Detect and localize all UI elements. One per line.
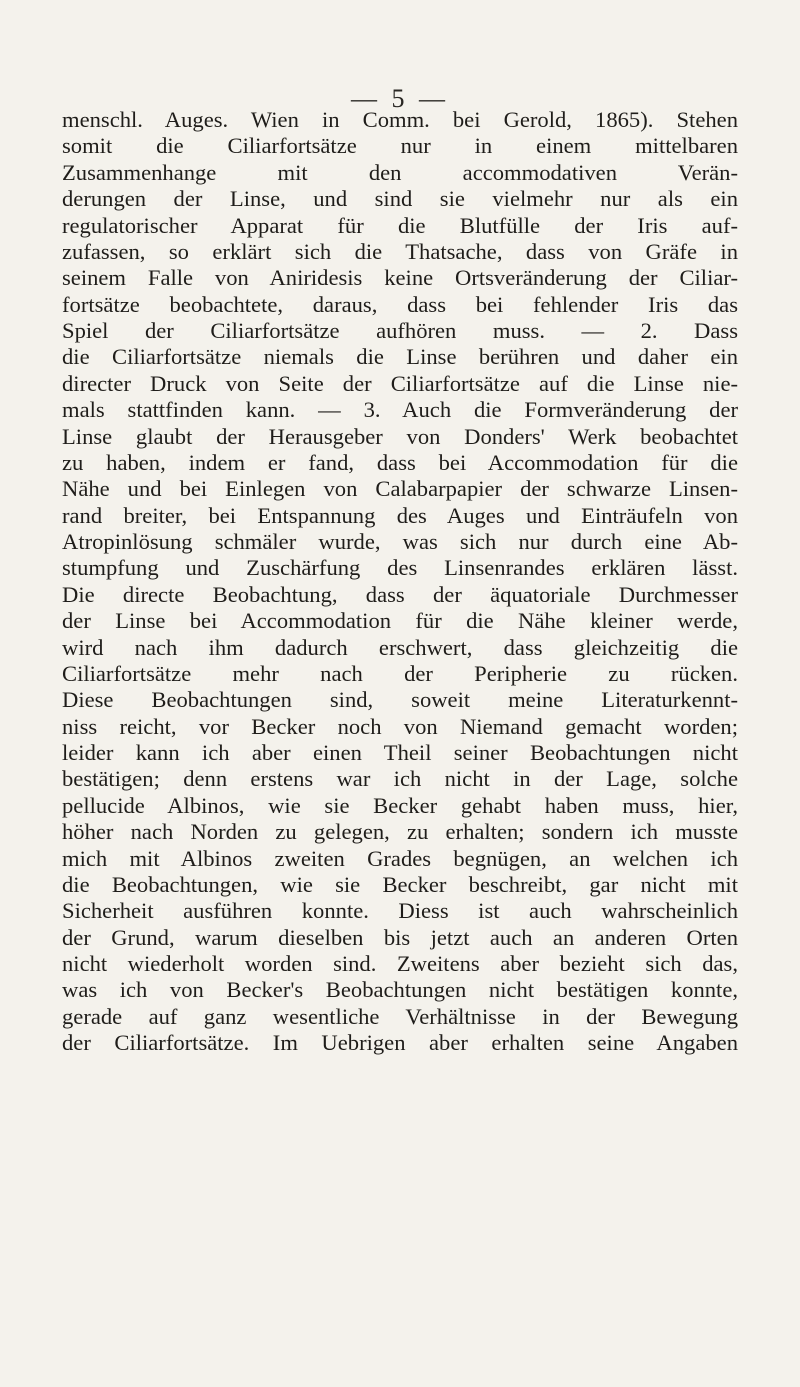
text-line: gerade auf ganz wesentliche Verhältnisse in der Bewegung [62, 1003, 738, 1029]
text-line: mich mit Albinos zweiten Grades begnügen, an welchen ich [62, 845, 738, 871]
text-line: regulatorischer Apparat für die Blutfülle der Iris auf- [62, 212, 738, 238]
text-line: stumpfung und Zuschärfung des Linsenrandes erklären lässt. [62, 555, 738, 581]
text-line: was ich von Becker's Beobachtungen nicht bestätigen konnte, [62, 977, 738, 1003]
text-line: die Beobachtungen, wie sie Becker beschreibt, gar nicht mit [62, 871, 738, 897]
text-line: seinem Falle von Aniridesis keine Ortsveränderung der Ciliar- [62, 265, 738, 291]
text-line: Diese Beobachtungen sind, soweit meine Literaturkennt- [62, 687, 738, 713]
text-line: höher nach Norden zu gelegen, zu erhalten; sondern ich musste [62, 819, 738, 845]
text-line: zu haben, indem er fand, dass bei Accommodation für die [62, 449, 738, 475]
text-line: pellucide Albinos, wie sie Becker gehabt haben muss, hier, [62, 792, 738, 818]
text-line: Ciliarfortsätze mehr nach der Peripherie zu rücken. [62, 660, 738, 686]
text-line: leider kann ich aber einen Theil seiner Beobachtungen nicht [62, 740, 738, 765]
text-line: bestätigen; denn erstens war ich nicht in der Lage, solche [62, 766, 738, 792]
text-line: zufassen, so erklärt sich die Thatsache, dass von Gräfe in [62, 238, 738, 264]
body-text [62, 107, 738, 1057]
text-line: der Grund, warum dieselben bis jetzt auch an anderen Orten [62, 924, 738, 950]
text-line: rand breiter, bei Entspannung des Auges und Einträufeln von [62, 502, 738, 528]
text-line: Atropinlösung schmäler wurde, was sich nur durch eine Ab- [62, 529, 738, 554]
text-line: mals stattfinden kann. — 3. Auch die Formveränderung der [62, 397, 738, 423]
text-line: Linse glaubt der Herausgeber von Donders' Werk beobachtet [62, 423, 738, 449]
text-line: derungen der Linse, und sind sie vielmehr nur als ein [62, 186, 738, 212]
text-line: Die directe Beobachtung, dass der äquatoriale Durchmesser [62, 581, 738, 607]
text-line: menschl. Auges. Wien in Comm. bei Gerold, 1865). Stehen [62, 107, 738, 132]
text-line: somit die Ciliarfortsätze nur in einem mittelbaren [62, 133, 738, 159]
text-line: Spiel der Ciliarfortsätze aufhören muss. — 2. Dass [62, 318, 738, 343]
text-line: Zusammenhange mit den accommodativen Verän- [62, 159, 738, 185]
text-line: directer Druck von Seite der Ciliarfortsätze auf die Linse nie- [62, 370, 738, 396]
text-line: Sicherheit ausführen konnte. Diess ist auch wahrscheinlich [62, 898, 738, 924]
text-line: der Ciliarfortsätze. Im Uebrigen aber erhalten seine Angaben [62, 1030, 738, 1056]
text-line: der Linse bei Accommodation für die Nähe kleiner werde, [62, 608, 738, 634]
page-number: — 5 — [351, 84, 449, 113]
text-line: fortsätze beobachtete, daraus, dass bei fehlender Iris das [62, 291, 738, 317]
text-line: die Ciliarfortsätze niemals die Linse berühren und daher ein [62, 344, 738, 370]
text-line: nicht wiederholt worden sind. Zweitens aber bezieht sich das, [62, 951, 738, 976]
text-line: Nähe und bei Einlegen von Calabarpapier der schwarze Linsen- [62, 476, 738, 502]
text-line: niss reicht, vor Becker noch von Niemand gemacht worden; [62, 713, 738, 739]
text-line: wird nach ihm dadurch erschwert, dass gleichzeitig die [62, 634, 738, 660]
